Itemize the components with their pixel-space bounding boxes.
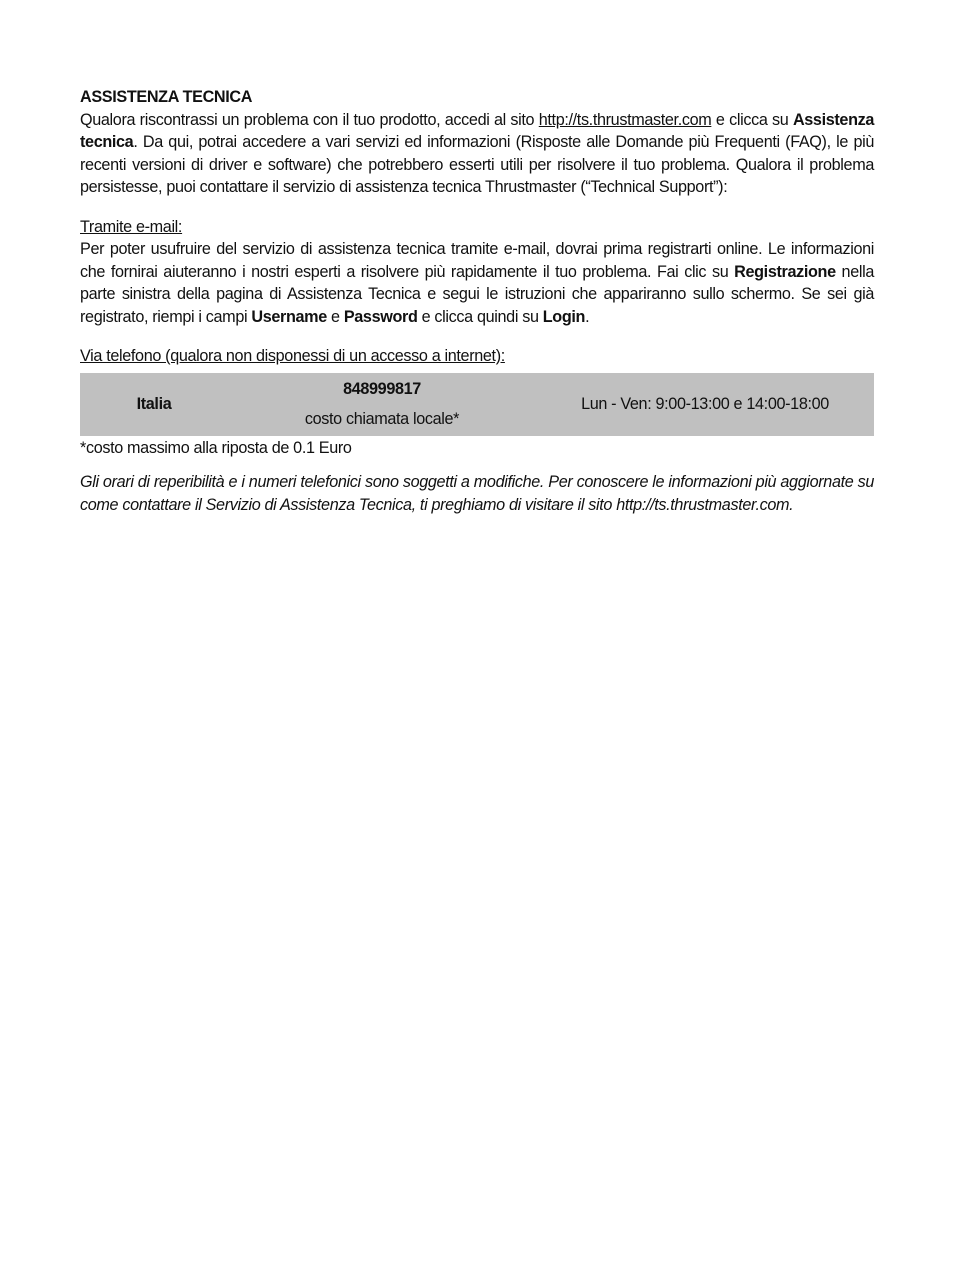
phone-section-label: Via telefono (qualora non disponessi di un accesso a internet): [80,347,505,365]
email-paragraph [80,238,874,328]
email-bold-registration: Registrazione [734,262,836,281]
section-heading: ASSISTENZA TECNICA [80,88,253,106]
phone-support-table [80,373,874,436]
country-cell: Italia [136,394,172,413]
spacer [80,459,874,471]
email-text-5: . [585,307,590,326]
support-site-link[interactable]: http://ts.thrustmaster.com [538,110,712,129]
email-text-3: e [326,307,344,326]
hours-cell: Lun - Ven: 9:00-13:00 e 14:00-18:00 [581,394,829,413]
email-section-label: Tramite e-mail: [80,217,183,236]
email-bold-username: Username [251,307,327,326]
email-bold-password: Password [343,307,418,326]
spacer [80,328,874,345]
intro-paragraph [80,109,874,199]
email-text-4: e clicca quindi su [417,307,543,326]
cost-footnote: *costo massimo alla riposta de 0.1 Euro [80,438,352,457]
intro-bold-technical-assistance: Assistenza tecnica [80,110,875,151]
email-text-2: nella parte sinistra della pagina di Assistenza Tecnica e segui le istruzioni che appariranno sullo schermo. Se sei già registrato, riempi i campi [80,262,874,326]
disclaimer-note: Gli orari di reperibilità e i numeri telefonici sono soggetti a modifiche. Per conoscere le informazioni più aggiornate su come contattare il Servizio di Assistenza Tecnica, ti preghiamo di visitare il sito http://ts.thrustmaster.com. [80,473,874,514]
spacer [80,199,874,216]
page-content [80,86,874,516]
table-row [80,373,874,436]
intro-text-2: e clicca su [711,110,793,129]
intro-text-3: . Da qui, potrai accedere a vari servizi ed informazioni (Risposte alle Domande più Frequenti (FAQ), le più recenti versioni di driver e software) che potrebbero esserti utili per risolvere il tuo problema. Qualora il problema persistesse, puoi contattare il servizio di assistenza tecnica Thrustmaster (“Technical Support”): [80,133,874,196]
intro-text-1: Qualora riscontrassi un problema con il tuo prodotto, accedi al sito [80,110,539,129]
call-cost: costo chiamata locale* [304,410,460,428]
number-cell [228,373,536,436]
phone-number: 848999817 [343,380,421,398]
email-bold-login: Login [542,307,586,326]
email-text-1: Per poter usufruire del servizio di assistenza tecnica tramite e-mail, dovrai prima registrarti online. Le informazioni che fornirai aiuteranno i nostri esperti a risolvere più rapidamente il tuo problema. Fai clic su [80,240,874,281]
